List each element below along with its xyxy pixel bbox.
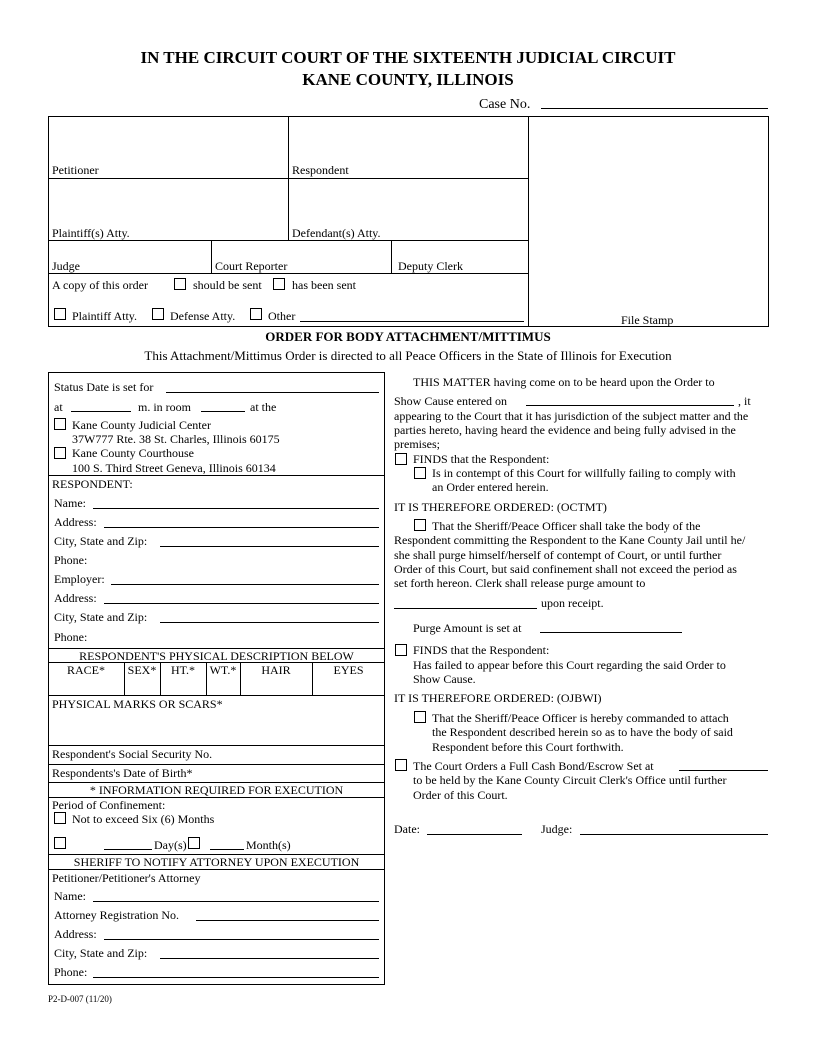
ordered-ojbwi: IT IS THEREFORE ORDERED: (OJBWI) <box>394 691 602 705</box>
employer-city-label: City, State and Zip: <box>54 610 148 624</box>
matter-para-2-end: , it <box>738 394 751 408</box>
county-title: KANE COUNTY, ILLINOIS <box>302 70 514 89</box>
employer-city-field[interactable] <box>160 610 379 623</box>
contempt-text-1: Is in contempt of this Court for willfully failing to comply with <box>432 466 736 480</box>
upon-receipt-label: upon receipt. <box>541 596 604 610</box>
date-field[interactable] <box>427 822 522 835</box>
date-label: Date: <box>394 822 420 836</box>
matter-para-5: premises; <box>394 437 440 451</box>
defense-atty-checkbox[interactable] <box>152 308 164 320</box>
bond-text-1: The Court Orders a Full Cash Bond/Escrow Set at <box>413 759 654 773</box>
months-checkbox[interactable] <box>188 837 200 849</box>
race-col-header: RACE* <box>66 663 105 677</box>
court-title: IN THE CIRCUIT COURT OF THE SIXTEENTH JUDICIAL CIRCUIT <box>140 48 676 67</box>
judicial-center-address: 37W777 Rte. 38 St. Charles, Illinois 60175 <box>72 432 280 446</box>
deputy-clerk-label: Deputy Clerk <box>398 259 463 273</box>
eyes-col-header: EYES <box>333 663 364 677</box>
at-label: at <box>54 400 63 414</box>
has-been-sent-label: has been sent <box>292 278 356 292</box>
failed-text-1: Has failed to appear before this Court regarding the said Order to <box>413 658 726 672</box>
status-date-label: Status Date is set for <box>54 380 154 394</box>
other-label: Other <box>268 309 296 323</box>
court-reporter-label: Court Reporter <box>215 259 288 273</box>
ordered-octmt: IT IS THEREFORE ORDERED: (OCTMT) <box>394 500 607 514</box>
sheriff1-text-2: Respondent committing the Respondent to the Kane County Jail until he/ <box>394 533 746 547</box>
directive-text: This Attachment/Mittimus Order is directed to all Peace Officers in the State of Illinois for Execution <box>144 348 672 363</box>
form-number: P2-D-007 (11/20) <box>48 994 112 1004</box>
judicial-center-checkbox[interactable] <box>54 418 66 430</box>
hair-col-header: HAIR <box>261 663 291 677</box>
employer-phone-label: Phone: <box>54 630 88 644</box>
marks-scars-label: PHYSICAL MARKS OR SCARS* <box>52 697 223 711</box>
att-reg-label: Attorney Registration No. <box>54 908 179 922</box>
contempt-text-2: an Order entered herein. <box>432 480 549 494</box>
employer-field[interactable] <box>111 572 379 585</box>
failed-text-2: Show Cause. <box>413 672 476 686</box>
purge-amount-field[interactable] <box>540 620 682 633</box>
att-address-field[interactable] <box>104 927 379 940</box>
plaintiff-atty-label: Plaintiff(s) Atty. <box>52 226 130 240</box>
defendant-atty-label: Defendant(s) Atty. <box>292 226 381 240</box>
resp-city-field[interactable] <box>160 534 379 547</box>
att-name-label: Name: <box>54 889 86 903</box>
sheriff1-text-5: set forth hereon. Clerk shall release purge amount to <box>394 576 646 590</box>
respondent-label: Respondent <box>292 163 349 177</box>
status-date-field[interactable] <box>166 380 379 393</box>
case-no-label: Case No. <box>479 97 531 112</box>
m-in-room-label: m. in room <box>138 400 191 414</box>
resp-address-label: Address: <box>54 515 97 529</box>
in-contempt-checkbox[interactable] <box>414 467 426 479</box>
days-label: Day(s) <box>154 838 187 852</box>
bond-text-3: Order of this Court. <box>413 788 508 802</box>
period-label: Period of Confinement: <box>52 798 166 812</box>
employer-address-field[interactable] <box>104 591 379 604</box>
show-cause-date-field[interactable] <box>526 393 734 406</box>
sheriff-attach-checkbox[interactable] <box>414 711 426 723</box>
sheriff1-text-1: That the Sheriff/Peace Officer shall take the body of the <box>432 519 701 533</box>
finds1-label: FINDS that the Respondent: <box>413 452 550 466</box>
matter-para-1: THIS MATTER having come on to be heard upon the Order to <box>413 375 715 389</box>
time-field[interactable] <box>71 399 131 412</box>
sheriff-take-body-checkbox[interactable] <box>414 519 426 531</box>
courthouse-label: Kane County Courthouse <box>72 446 194 460</box>
att-phone-label: Phone: <box>54 965 88 979</box>
months-label: Month(s) <box>246 838 291 852</box>
room-field[interactable] <box>201 399 245 412</box>
resp-phone-label: Phone: <box>54 553 88 567</box>
petitioner-label: Petitioner <box>52 163 99 177</box>
sheriff2-text-1: That the Sheriff/Peace Officer is hereby commanded to attach <box>432 711 729 725</box>
cash-bond-checkbox[interactable] <box>395 759 407 771</box>
att-phone-field[interactable] <box>93 965 379 978</box>
bond-text-2: to be held by the Kane County Circuit Clerk's Office until further <box>413 773 727 787</box>
att-city-field[interactable] <box>160 946 379 959</box>
pet-attorney-label: Petitioner/Petitioner's Attorney <box>52 871 201 885</box>
copy-of-order-label: A copy of this order <box>52 278 148 292</box>
resp-address-field[interactable] <box>104 515 379 528</box>
caption-box <box>48 116 769 327</box>
months-field[interactable] <box>210 837 244 850</box>
ssn-label: Respondent's Social Security No. <box>52 747 213 761</box>
att-address-label: Address: <box>54 927 97 941</box>
sheriff1-text-4: Order of this Court, but said confinement shall not exceed the period as <box>394 562 737 576</box>
bond-amount-field[interactable] <box>679 758 768 771</box>
resp-name-label: Name: <box>54 496 86 510</box>
matter-para-3: appearing to the Court that it has jurisdiction of the subject matter and the <box>394 409 749 423</box>
att-city-label: City, State and Zip: <box>54 946 148 960</box>
file-stamp-label: File Stamp <box>621 313 674 327</box>
courthouse-address: 100 S. Third Street Geneva, Illinois 60134 <box>72 461 276 475</box>
sex-col-header: SEX* <box>127 663 157 677</box>
order-title: ORDER FOR BODY ATTACHMENT/MITTIMUS <box>265 329 551 344</box>
should-be-sent-label: should be sent <box>193 278 262 292</box>
matter-para-2: Show Cause entered on <box>394 394 507 408</box>
resp-city-label: City, State and Zip: <box>54 534 148 548</box>
sheriff1-text-3: she shall purge himself/herself of contempt of Court, or until further <box>394 548 722 562</box>
finds-contempt-checkbox[interactable] <box>395 453 407 465</box>
judge-sign-label: Judge: <box>541 822 573 836</box>
resp-name-field[interactable] <box>93 496 379 509</box>
finds2-label: FINDS that the Respondent: <box>413 643 550 657</box>
days-checkbox[interactable] <box>54 837 66 849</box>
days-field[interactable] <box>104 837 152 850</box>
other-field[interactable] <box>300 309 524 322</box>
other-checkbox[interactable] <box>250 308 262 320</box>
plaintiff-atty-checkbox[interactable] <box>54 308 66 320</box>
att-name-field[interactable] <box>93 889 379 902</box>
finds-failed-checkbox[interactable] <box>395 644 407 656</box>
not-exceed-label: Not to exceed Six (6) Months <box>72 812 215 826</box>
weight-col-header: WT.* <box>209 663 237 677</box>
respondent-header: RESPONDENT: <box>52 477 133 491</box>
phys-desc-header: RESPONDENT'S PHYSICAL DESCRIPTION BELOW <box>79 649 354 663</box>
courthouse-checkbox[interactable] <box>54 447 66 459</box>
defense-atty-cb-label: Defense Atty. <box>170 309 236 323</box>
plaintiff-atty-cb-label: Plaintiff Atty. <box>72 309 138 323</box>
employer-address-label: Address: <box>54 591 97 605</box>
att-reg-field[interactable] <box>196 908 379 921</box>
has-been-sent-checkbox[interactable] <box>273 278 285 290</box>
release-to-field[interactable] <box>394 596 537 609</box>
info-required-note: * INFORMATION REQUIRED FOR EXECUTION <box>89 783 344 797</box>
judge-label: Judge <box>52 259 80 273</box>
employer-label: Employer: <box>54 572 105 586</box>
height-col-header: HT.* <box>170 663 196 677</box>
should-be-sent-checkbox[interactable] <box>174 278 186 290</box>
case-no-field[interactable] <box>541 96 768 109</box>
not-exceed-checkbox[interactable] <box>54 812 66 824</box>
sheriff2-text-3: Respondent before this Court forthwith. <box>432 740 624 754</box>
dob-label: Respondents's Date of Birth* <box>52 766 193 780</box>
sheriff2-text-2: the Respondent described herein so as to have the body of said <box>432 725 733 739</box>
matter-para-4: parties hereto, having heard the evidence and being fully advised in the <box>394 423 736 437</box>
purge-amount-label: Purge Amount is set at <box>413 621 522 635</box>
judge-signature-field[interactable] <box>580 822 768 835</box>
at-the-label: at the <box>250 400 277 414</box>
judicial-center-label: Kane County Judicial Center <box>72 418 211 432</box>
sheriff-notify-header: SHERIFF TO NOTIFY ATTORNEY UPON EXECUTION <box>73 855 360 869</box>
